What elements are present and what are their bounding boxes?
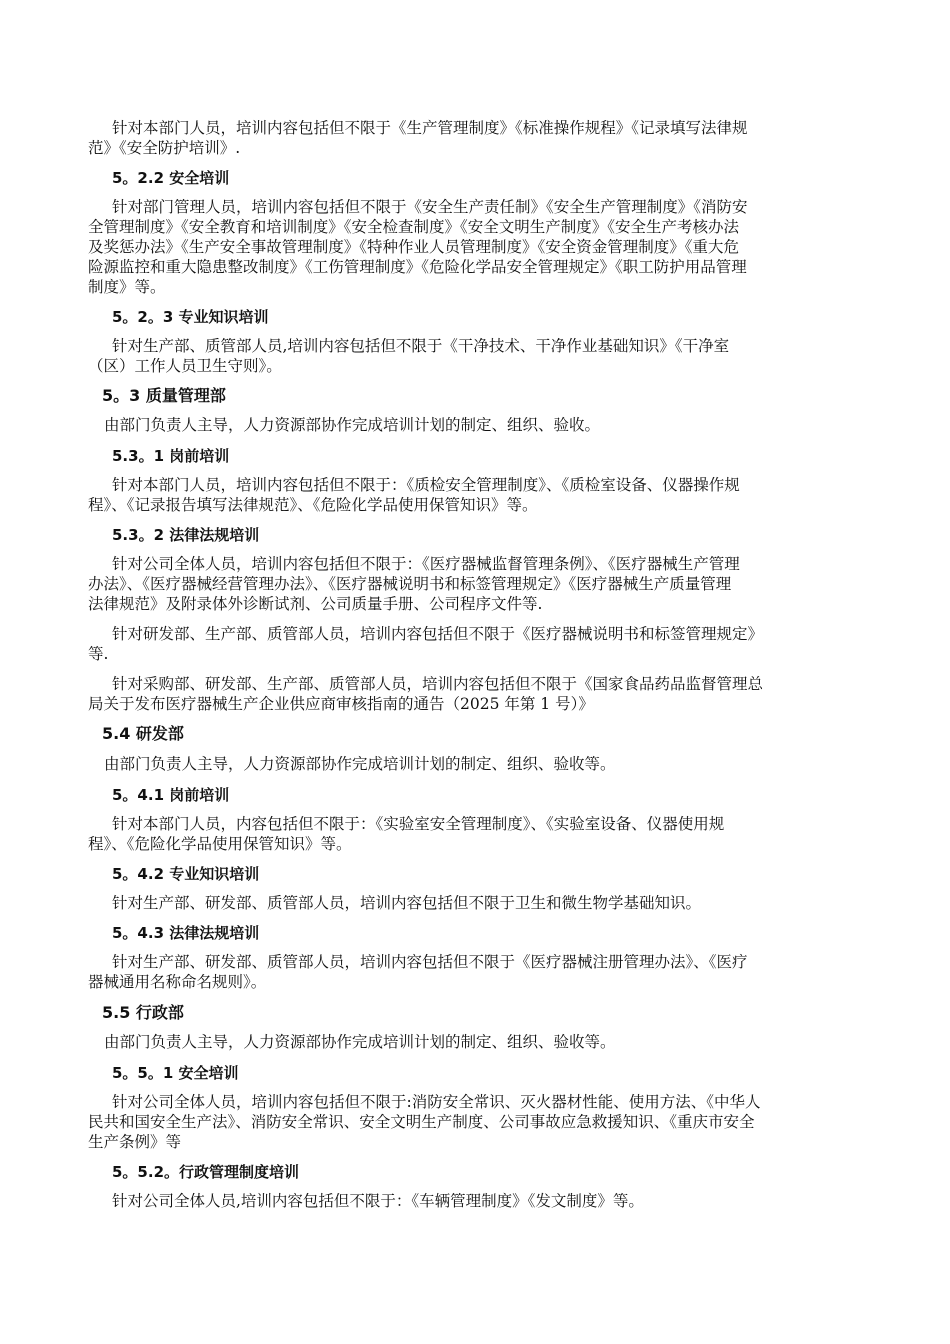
paragraph-line: 针对生产部、研发部、质管部人员，培训内容包括但不限于《医疗器械注册管理办法》、《医疗 [112,953,748,971]
paragraph-line: 办法》、《医疗器械经营管理办法》、《医疗器械说明书和标签管理规定》《医疗器械生产质量管理 [88,575,732,593]
paragraph-line: 民共和国安全生产法》、消防安全常识、安全文明生产制度、公司事故应急救援知识、《重庆市安全 [88,1113,755,1131]
section-heading: 5。5。1 安全培训 [112,1064,239,1082]
section-heading: 5。4.1 岗前培训 [112,786,230,804]
paragraph-line: 针对本部门人员，内容包括但不限于：《实验室安全管理制度》、《实验室设备、仪器使用规 [112,815,725,833]
section-heading: 5.3。2 法律法规培训 [112,526,260,544]
paragraph-line: 生产条例》等 [88,1133,182,1151]
paragraph-line: 针对公司全体人员，培训内容包括但不限于：《医疗器械监督管理条例》、《医疗器械生产管理 [112,555,740,573]
section-heading: 5。2.2 安全培训 [112,169,230,187]
paragraph-line: 针对本部门人员，培训内容包括但不限于《生产管理制度》《标准操作规程》《记录填写法律规 [112,119,748,137]
paragraph-line: 针对生产部、质管部人员,培训内容包括但不限于《干净技术、干净作业基础知识》《干净室 [112,337,730,355]
paragraph-line: 针对本部门人员，培训内容包括但不限于：《质检安全管理制度》、《质检室设备、仪器操作规 [112,476,740,494]
paragraph-line: 范》《安全防护培训》. [88,139,241,157]
paragraph-line: 针对公司全体人员，培训内容包括但不限于:消防安全常识、灭火器材性能、使用方法、《中华人 [112,1093,761,1111]
paragraph-line: 程》、《危险化学品使用保管知识》等。 [88,835,352,853]
section-heading: 5.4 研发部 [102,724,184,743]
section-heading: 5.5 行政部 [102,1003,184,1022]
paragraph-line: 针对部门管理人员，培训内容包括但不限于《安全生产责任制》《安全生产管理制度》《消防安 [112,198,748,216]
section-heading: 5。2。3 专业知识培训 [112,308,269,326]
paragraph-line: 针对研发部、生产部、质管部人员，培训内容包括但不限于《医疗器械说明书和标签管理规定》 [112,625,764,643]
paragraph-line: 针对生产部、研发部、质管部人员，培训内容包括但不限于卫生和微生物学基础知识。 [112,894,702,912]
paragraph-line: 由部门负责人主导，人力资源部协作完成培训计划的制定、组织、验收等。 [104,1033,616,1051]
section-heading: 5。4.3 法律法规培训 [112,924,260,942]
paragraph-line: （区）工作人员卫生守则》。 [88,357,282,375]
paragraph-line: 程》、《记录报告填写法律规范》、《危险化学品使用保管知识》等。 [88,496,538,514]
paragraph-line: 针对采购部、研发部、生产部、质管部人员，培训内容包括但不限于《国家食品药品监督管理总 [112,675,764,693]
paragraph-line: 由部门负责人主导，人力资源部协作完成培训计划的制定、组织、验收等。 [104,755,616,773]
paragraph-line: 及奖惩办法》《生产安全事故管理制度》《特种作业人员管理制度》《安全资金管理制度》《重大危 [88,238,740,256]
paragraph-line: 器械通用名称命名规则》。 [88,973,267,991]
paragraph-line: 针对公司全体人员,培训内容包括但不限于：《车辆管理制度》《发文制度》等。 [112,1192,644,1210]
section-heading: 5。3 质量管理部 [102,386,226,405]
paragraph-line: 局关于发布医疗器械生产企业供应商审核指南的通告（2025 年第 1 号）》 [88,695,594,713]
paragraph-line: 由部门负责人主导，人力资源部协作完成培训计划的制定、组织、验收。 [104,416,601,434]
paragraph-line: 全管理制度》《安全教育和培训制度》《安全检查制度》《安全文明生产制度》《安全生产考核办法 [88,218,740,236]
section-heading: 5.3。1 岗前培训 [112,447,230,465]
section-heading: 5。4.2 专业知识培训 [112,865,260,883]
paragraph-line: 法律规范》及附录体外诊断试剂、公司质量手册、公司程序文件等. [88,595,543,613]
paragraph-line: 险源监控和重大隐患整改制度》《工伤管理制度》《危险化学品安全管理规定》《职工防护用品管理 [88,258,747,276]
paragraph-line: 等. [88,645,109,663]
paragraph-line: 制度》等。 [88,278,166,296]
section-heading: 5。5.2。行政管理制度培训 [112,1163,300,1181]
